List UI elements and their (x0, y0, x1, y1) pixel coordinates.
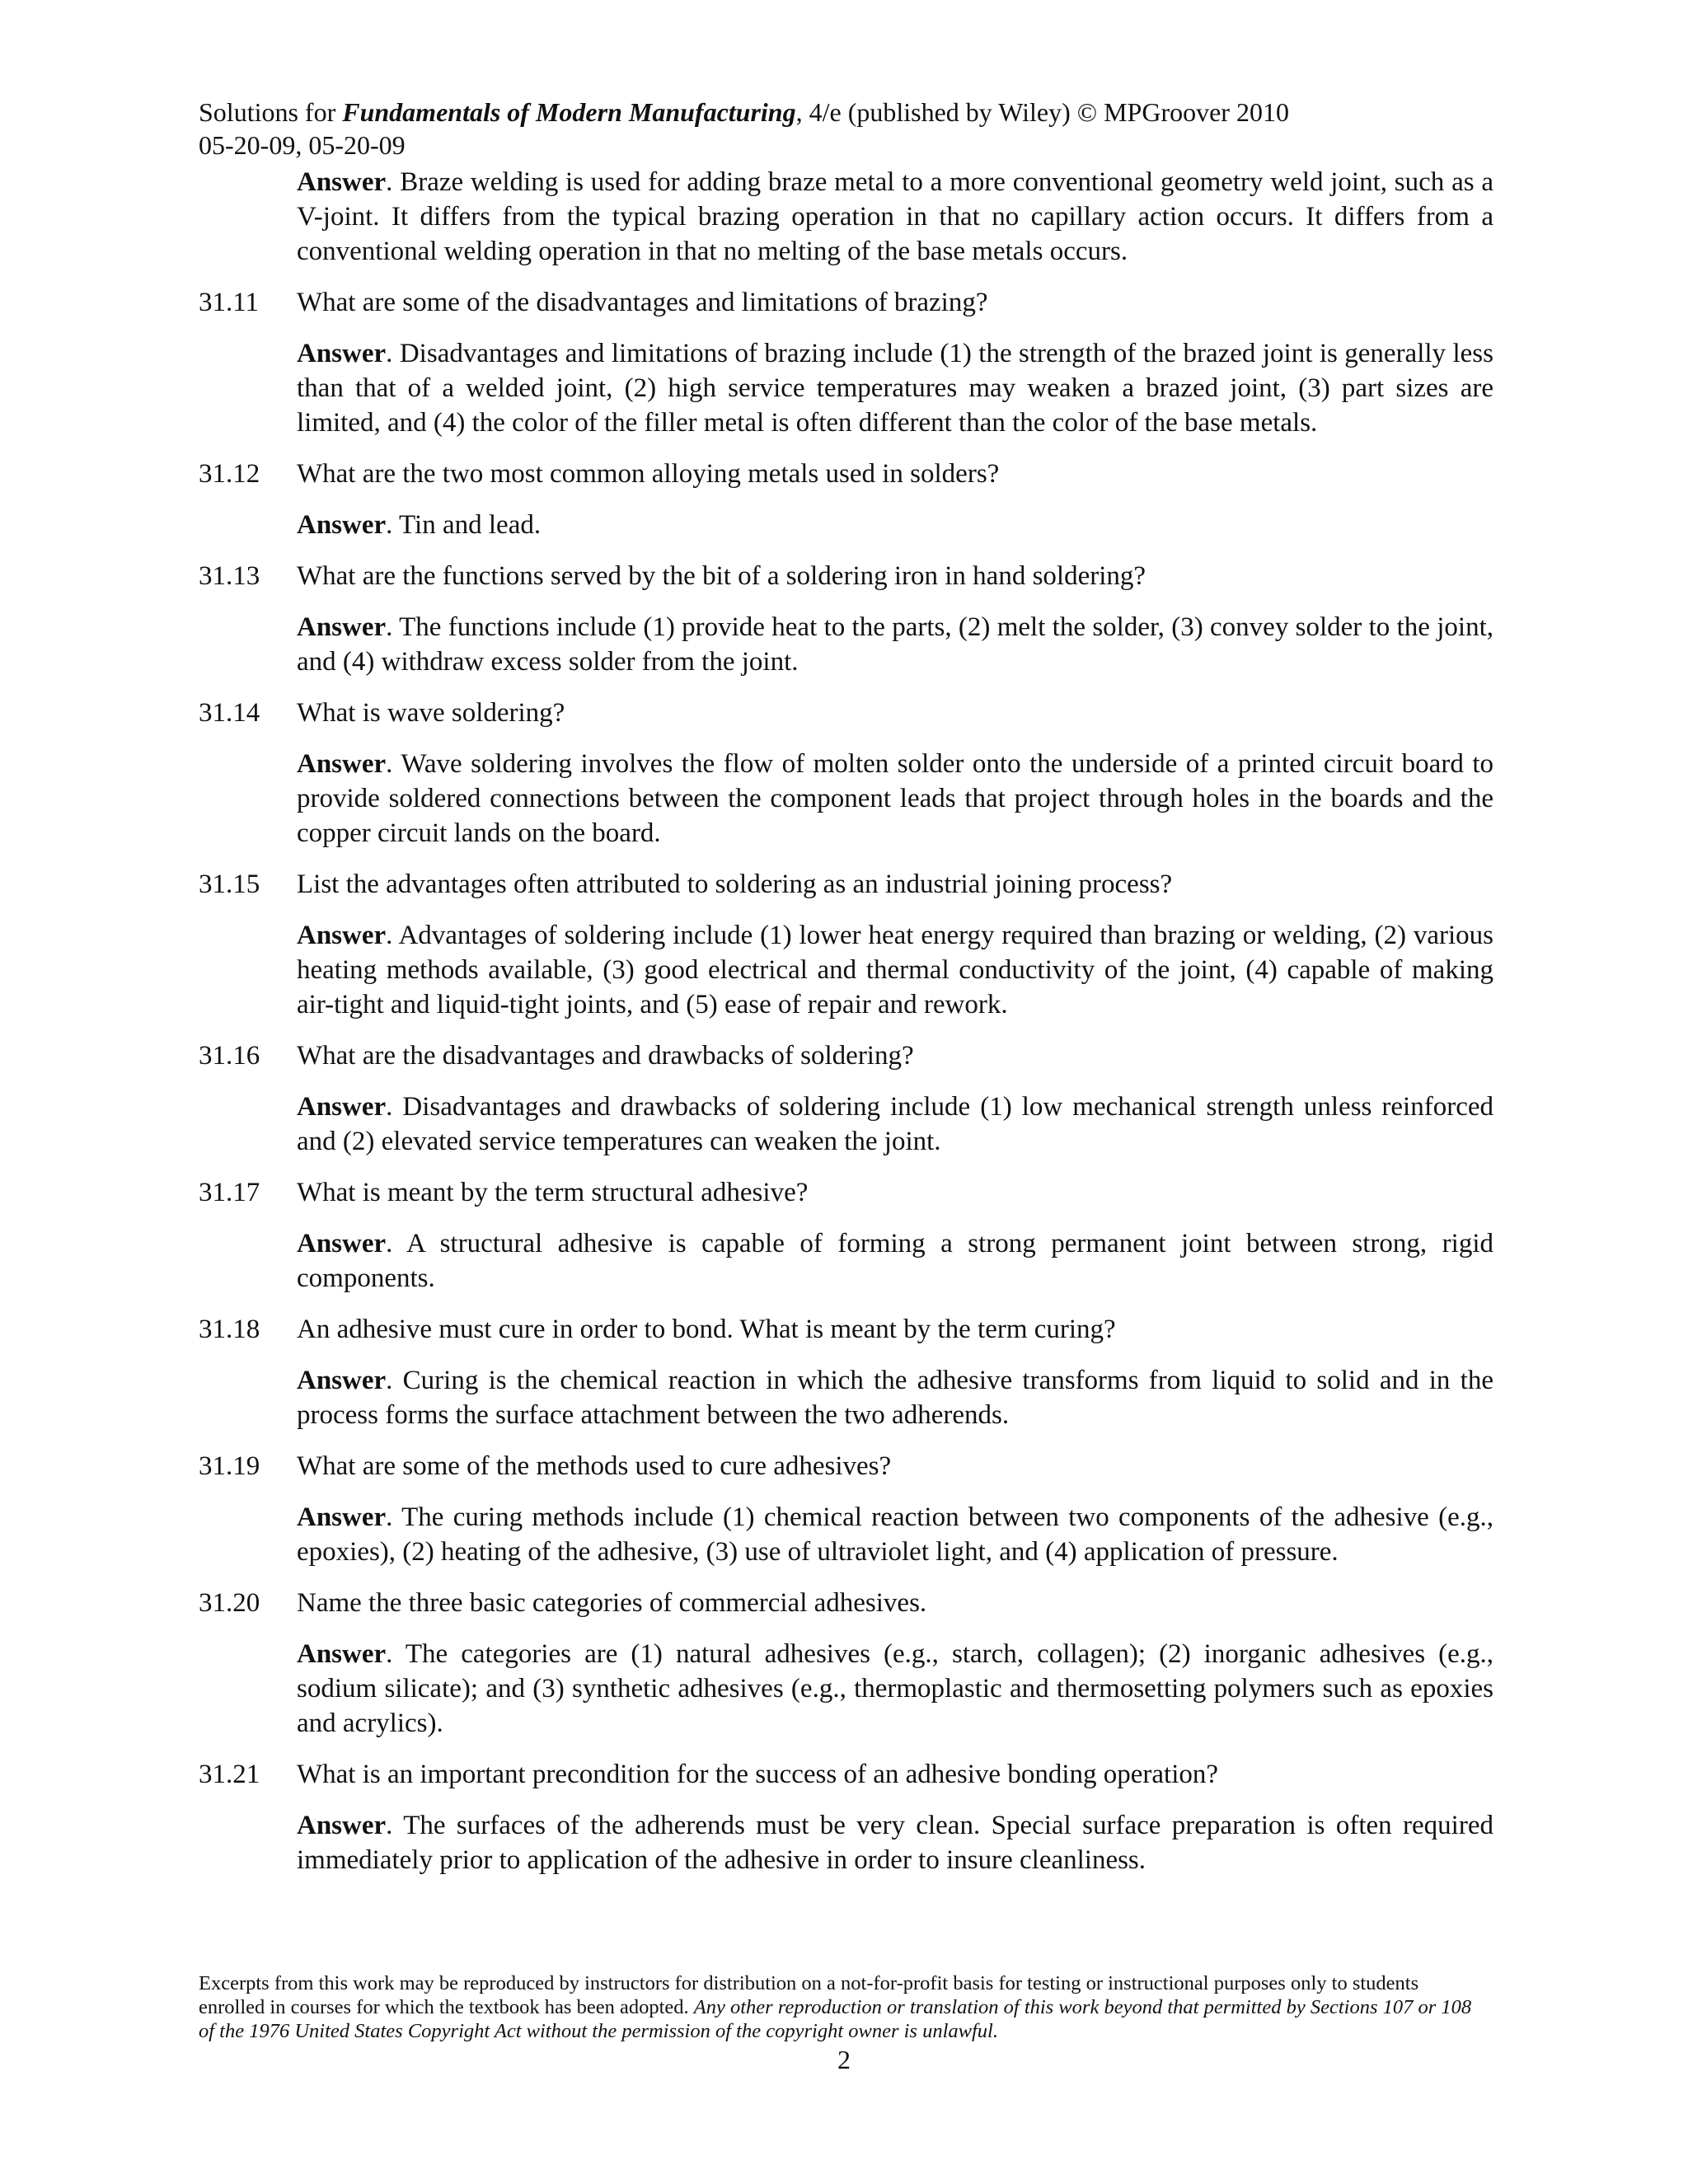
question-text: What are the functions served by the bit of a soldering iron in hand soldering? (297, 561, 1146, 591)
question-number: 31.14 (199, 698, 260, 728)
question-text: What are the two most common alloying metals used in solders? (297, 459, 1000, 489)
question-text: List the advantages often attributed to soldering as an industrial joining process? (297, 869, 1173, 899)
answer-label: Answer (297, 339, 387, 368)
answer (297, 1363, 1493, 1432)
question-text: What is meant by the term structural adhesive? (297, 1178, 809, 1207)
page-number: 2 (837, 2045, 851, 2074)
answer-label: Answer (297, 921, 387, 950)
answer-text: . Advantages of soldering include (1) lower heat energy required than brazing or welding, (2) various heating methods available, (3) good electrical and thermal conductivity of the joint, (4) capable of making air-tight and liquid-tight joints, and (5) ease of repair and rework. (297, 921, 1493, 1019)
qa-item (199, 559, 1493, 679)
question-text: What are the disadvantages and drawbacks of soldering? (297, 1041, 914, 1071)
answer (297, 747, 1493, 851)
header-dates: 05-20-09, 05-20-09 (199, 130, 406, 160)
answer-text: . A structural adhesive is capable of forming a strong permanent joint between strong, rigid components. (297, 1229, 1493, 1293)
answer-text: . Tin and lead. (386, 510, 542, 540)
question-text: What is an important precondition for the success of an adhesive bonding operation? (297, 1760, 1219, 1789)
qa-item (199, 1312, 1493, 1432)
answer-text: . The categories are (1) natural adhesives (e.g., starch, collagen); (2) inorganic adhesives (e.g., sodium silicate); and (3) synthetic adhesives (e.g., thermoplastic and thermosetting polymers such as epoxies and acrylics). (297, 1639, 1493, 1738)
question (199, 559, 1493, 593)
qa-item (199, 1757, 1493, 1877)
qa-item (199, 1449, 1493, 1569)
answer (297, 1090, 1493, 1159)
answer (297, 508, 1493, 542)
answer (297, 918, 1493, 1022)
answer (297, 1226, 1493, 1296)
question (199, 1312, 1493, 1347)
answer-label: Answer (297, 612, 387, 642)
answer-label: Answer (297, 1502, 387, 1532)
answer (297, 610, 1493, 679)
answer-text: . Braze welding is used for adding braze metal to a more conventional geometry weld joint, such as a V-joint. It differs from the typical brazing operation in that no capillary action occurs. It differs from a conventional welding operation in that no melting of the base metals occurs. (297, 167, 1493, 266)
answer-label: Answer (297, 510, 387, 540)
answer-text: . The functions include (1) provide heat to the parts, (2) melt the solder, (3) convey solder to the joint, and (4) withdraw excess solder from the joint. (297, 612, 1493, 677)
answer-label: Answer (297, 1092, 387, 1122)
page-header (199, 96, 1517, 162)
answer (297, 336, 1493, 440)
qa-item (199, 457, 1493, 542)
question-text: What are some of the methods used to cure adhesives? (297, 1451, 892, 1481)
question-number: 31.12 (199, 459, 260, 489)
answer-label: Answer (297, 1811, 387, 1840)
answer-text: . The surfaces of the adherends must be very clean. Special surface preparation is often required immediately prior to application of the adhesive in order to insure cleanliness. (297, 1811, 1493, 1875)
question (199, 1586, 1493, 1620)
question (199, 1175, 1493, 1210)
header-title-line (199, 96, 1517, 129)
answer-label: Answer (297, 1366, 387, 1395)
header-prefix: Solutions for (199, 97, 343, 127)
question-text: What are some of the disadvantages and limitations of brazing? (297, 288, 988, 317)
question-number: 31.13 (199, 561, 260, 591)
answer-label: Answer (297, 749, 387, 779)
answer-label: Answer (297, 1639, 387, 1669)
answer (297, 1500, 1493, 1569)
question-number: 31.16 (199, 1041, 260, 1071)
qa-item (199, 867, 1493, 1022)
question (199, 457, 1493, 491)
answer-label: Answer (297, 167, 387, 197)
footer-italic-text: Any other reproduction or translation of this work beyond that permitted by Sections 107 or 108 of the 1976 United States Copyright Act without the permission of the copyright owner is unlawful. (199, 1996, 1472, 2042)
qa-item (199, 1038, 1493, 1159)
header-book-title: Fundamentals of Modern Manufacturing (342, 97, 796, 127)
question (199, 867, 1493, 902)
answer-text: . Curing is the chemical reaction in which the adhesive transforms from liquid to solid and in the process forms the surface attachment between the two adherends. (297, 1366, 1493, 1430)
lead-answer (297, 165, 1493, 269)
answer-text: . Wave soldering involves the flow of molten solder onto the underside of a printed circuit board to provide soldered connections between the component leads that project through holes in the boards and the copper circuit lands on the board. (297, 749, 1493, 848)
question-text: An adhesive must cure in order to bond. What is meant by the term curing? (297, 1315, 1116, 1344)
question (199, 285, 1493, 320)
question-text: What is wave soldering? (297, 698, 565, 728)
answer-text: . Disadvantages and limitations of brazing include (1) the strength of the brazed joint is generally less than that of a welded joint, (2) high service temperatures may weaken a brazed joint, (3) part sizes are limited, and (4) the color of the filler metal is often different than the color of the base metals. (297, 339, 1493, 438)
qa-item (199, 1586, 1493, 1741)
page-content (199, 165, 1493, 1894)
question-number: 31.15 (199, 869, 260, 899)
question (199, 1038, 1493, 1073)
question-number: 31.11 (199, 288, 260, 317)
question-number: 31.21 (199, 1760, 260, 1789)
qa-item (199, 1175, 1493, 1296)
header-suffix: , 4/e (published by Wiley) © MPGroover 2010 (795, 97, 1289, 127)
answer-label: Answer (297, 1229, 387, 1258)
answer (297, 1637, 1493, 1741)
qa-item (199, 285, 1493, 440)
question (199, 1757, 1493, 1792)
question-number: 31.17 (199, 1178, 260, 1207)
question-text: Name the three basic categories of commercial adhesives. (297, 1588, 927, 1618)
answer (297, 1808, 1493, 1877)
copyright-footer (199, 1971, 1484, 2043)
footer-text: Excerpts from this work may be reproduced by instructors for distribution on a not-for-profit basis for testing or instructional purposes only to students enrolled in courses for which the textbook has been adopted. (199, 1972, 1419, 2018)
answer-text: . The curing methods include (1) chemical reaction between two components of the adhesive (e.g., epoxies), (2) heating of the adhesive, (3) use of ultraviolet light, and (4) application of pressure. (297, 1502, 1493, 1567)
question-number: 31.20 (199, 1588, 260, 1618)
answer-text: . Disadvantages and drawbacks of soldering include (1) low mechanical strength unless reinforced and (2) elevated service temperatures can weaken the joint. (297, 1092, 1493, 1156)
question (199, 696, 1493, 730)
question-number: 31.19 (199, 1451, 260, 1481)
question-number: 31.18 (199, 1315, 260, 1344)
qa-item (199, 696, 1493, 851)
question (199, 1449, 1493, 1483)
